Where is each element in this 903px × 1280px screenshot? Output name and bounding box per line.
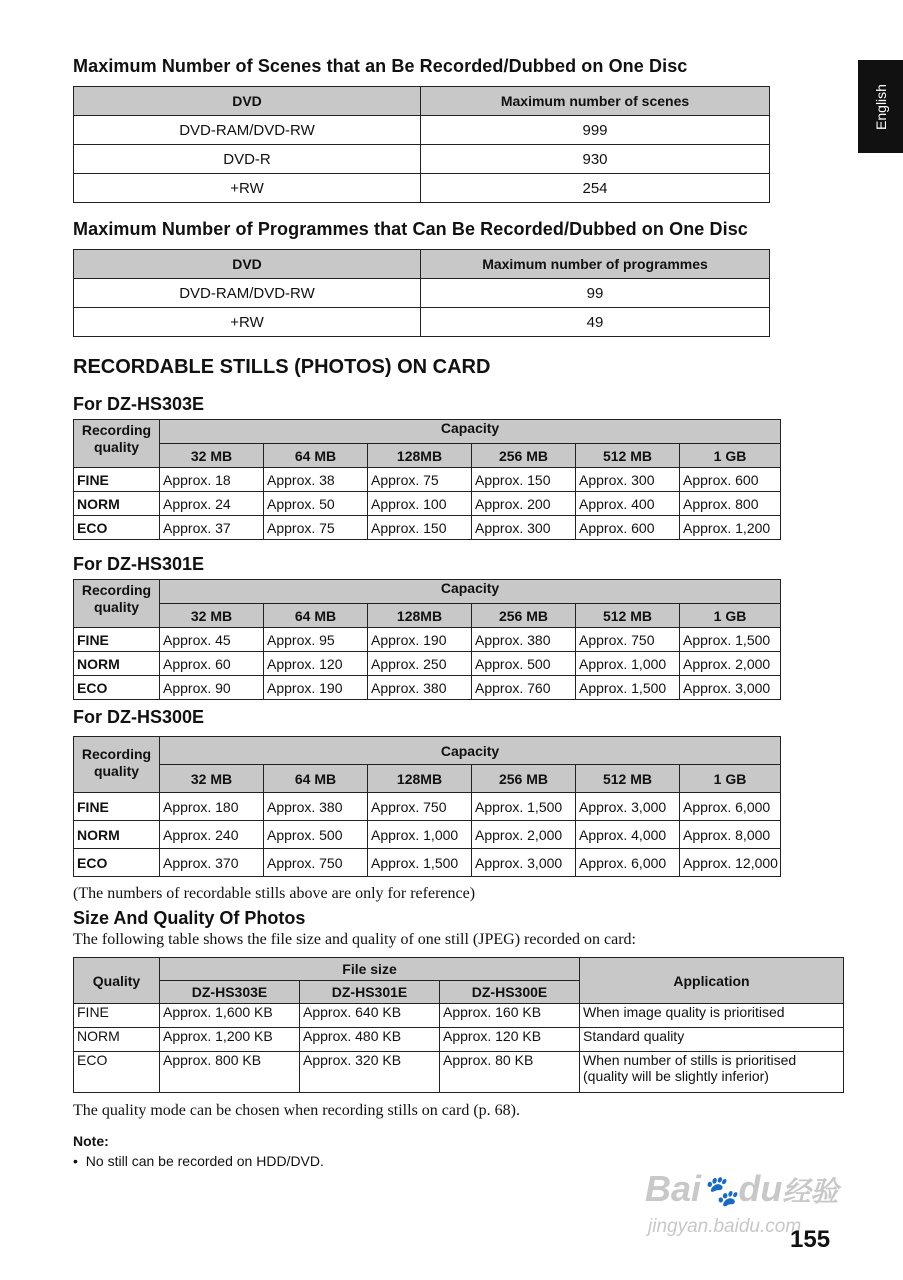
table-row [74,1052,844,1093]
column-header: 64 MB [264,444,368,468]
quality-header: Quality [74,958,160,1004]
size-quality-title: Size And Quality Of Photos [73,908,306,928]
table-cell: Approx. 3,000 [472,849,576,877]
table-cell: Approx. 120 KB [440,1028,580,1052]
column-header: DZ-HS301E [300,981,440,1004]
table-cell: Approx. 1,600 KB [160,1004,300,1028]
table-cell: Approx. 800 KB [160,1052,300,1093]
table-cell: Approx. 1,200 [680,516,781,540]
column-header: Maximum number of scenes [421,87,770,116]
column-header: 128MB [368,604,472,628]
table-cell: Approx. 640 KB [300,1004,440,1028]
table-row [74,628,781,652]
row-label: NORM [74,1028,160,1052]
table-cell: Approx. 3,000 [576,793,680,821]
table-cell: DVD-R [74,145,421,174]
file-size-header: File size [160,958,580,981]
table-header-row [74,250,770,279]
table-cell: Approx. 18 [160,468,264,492]
column-header: 128MB [368,765,472,793]
bullet: • [73,1153,78,1169]
stills-reference-note: (The numbers of recordable stills above are only for reference) [73,885,476,902]
table-cell: Approx. 4,000 [576,821,680,849]
table-header-row [74,420,781,444]
table-cell: Approx. 120 [264,652,368,676]
capacity-row [74,765,781,793]
table-cell: Approx. 80 KB [440,1052,580,1093]
paw-icon: 🐾 [701,1175,739,1208]
table-cell: Approx. 380 [368,676,472,700]
table-cell: Approx. 500 [264,821,368,849]
table-row [74,116,770,145]
table-row [74,676,781,700]
table-header-row [74,87,770,116]
table-cell: Approx. 400 [576,492,680,516]
application-header: Application [580,958,844,1004]
column-header: 512 MB [576,444,680,468]
size-quality-intro: The following table shows the file size and quality of one still (JPEG) recorded on card: [73,931,636,948]
table-cell: Approx. 1,500 [680,628,781,652]
table-cell: Approx. 380 [264,793,368,821]
column-header: DZ-HS303E [160,981,300,1004]
language-tab [858,60,903,153]
watermark-brand: Bai [645,1168,702,1209]
watermark-url: jingyan.baidu.com [648,1216,802,1237]
watermark-du: du [738,1168,783,1209]
table-cell: When image quality is prioritised [580,1004,844,1028]
column-header: DVD [74,250,421,279]
column-header: DVD [74,87,421,116]
table-row [74,1028,844,1052]
table-cell: Approx. 480 KB [300,1028,440,1052]
table-header-row [74,958,844,981]
recording-quality-header: Recording quality [74,737,160,793]
table-cell: Approx. 95 [264,628,368,652]
table-cell: Approx. 600 [576,516,680,540]
table-header-row [74,737,781,765]
row-label: FINE [74,793,160,821]
column-header: 256 MB [472,765,576,793]
table-cell: Approx. 75 [368,468,472,492]
capacity-header: Capacity [160,737,781,765]
table-cell: Approx. 180 [160,793,264,821]
note-item [73,1153,324,1169]
table-cell: Approx. 600 [680,468,781,492]
table-cell: Approx. 370 [160,849,264,877]
table-cell: Approx. 1,500 [472,793,576,821]
table-cell: Approx. 24 [160,492,264,516]
table-cell: DVD-RAM/DVD-RW [74,279,421,308]
table-row [74,652,781,676]
model-heading: For DZ-HS301E [73,554,205,574]
column-header: 32 MB [160,444,264,468]
row-label: FINE [74,468,160,492]
table-row [74,308,770,337]
column-header: 32 MB [160,604,264,628]
table-row [74,492,781,516]
column-header: 64 MB [264,604,368,628]
table-cell: Approx. 1,500 [368,849,472,877]
table-cell: 254 [421,174,770,203]
table-cell: +RW [74,308,421,337]
capacity-header: Capacity [160,580,781,604]
capacity-header: Capacity [160,420,781,444]
table-cell: Approx. 750 [576,628,680,652]
table-cell: Approx. 800 [680,492,781,516]
stills-heading: RECORDABLE STILLS (PHOTOS) ON CARD [73,356,491,378]
column-header: 1 GB [680,604,781,628]
watermark-cn: 经验 [782,1176,839,1207]
row-label: ECO [74,516,160,540]
column-header: Maximum number of programmes [421,250,770,279]
row-label: ECO [74,849,160,877]
row-label: FINE [74,1004,160,1028]
table-header-row [74,580,781,604]
note-label: Note: [73,1133,109,1149]
stills-table-hs301e [73,579,781,700]
table-cell: Approx. 750 [368,793,472,821]
table-cell: Approx. 150 [368,516,472,540]
table-row [74,174,770,203]
table-cell: Approx. 500 [472,652,576,676]
table-cell: DVD-RAM/DVD-RW [74,116,421,145]
table-cell: Approx. 90 [160,676,264,700]
row-label: ECO [74,676,160,700]
capacity-row [74,444,781,468]
programmes-table [73,249,770,337]
quality-mode-text: The quality mode can be chosen when recording stills on card (p. 68). [73,1102,520,1119]
scenes-title: Maximum Number of Scenes that an Be Recorded/Dubbed on One Disc [73,56,688,76]
column-header: 1 GB [680,444,781,468]
table-cell: Approx. 100 [368,492,472,516]
table-cell: When number of stills is prioritised (quality will be slightly inferior) [580,1052,844,1093]
table-cell: Approx. 60 [160,652,264,676]
table-cell: +RW [74,174,421,203]
table-row [74,279,770,308]
table-cell: Approx. 750 [264,849,368,877]
table-cell: Approx. 760 [472,676,576,700]
table-cell: Approx. 150 [472,468,576,492]
table-row [74,821,781,849]
table-cell: Approx. 190 [368,628,472,652]
scenes-table [73,86,770,203]
note-text: No still can be recorded on HDD/DVD. [85,1153,324,1169]
table-row [74,468,781,492]
capacity-row [74,604,781,628]
table-row [74,1004,844,1028]
programmes-title: Maximum Number of Programmes that Can Be Recorded/Dubbed on One Disc [73,219,748,239]
table-cell: Approx. 240 [160,821,264,849]
size-quality-table [73,957,844,1093]
table-cell: Standard quality [580,1028,844,1052]
table-cell: Approx. 37 [160,516,264,540]
column-header: 128MB [368,444,472,468]
table-cell: Approx. 200 [472,492,576,516]
table-row [74,793,781,821]
table-cell: Approx. 12,000 [680,849,781,877]
table-cell: Approx. 75 [264,516,368,540]
table-cell: Approx. 2,000 [472,821,576,849]
row-label: NORM [74,652,160,676]
row-label: NORM [74,492,160,516]
recording-quality-header: Recording quality [74,580,160,628]
table-cell: Approx. 45 [160,628,264,652]
column-header: 1 GB [680,765,781,793]
table-row [74,516,781,540]
column-header: DZ-HS300E [440,981,580,1004]
table-cell: Approx. 1,000 [368,821,472,849]
table-cell: Approx. 320 KB [300,1052,440,1093]
watermark-logo [645,1168,838,1210]
table-row [74,145,770,174]
table-cell: Approx. 2,000 [680,652,781,676]
table-cell: Approx. 190 [264,676,368,700]
table-cell: Approx. 8,000 [680,821,781,849]
table-cell: Approx. 6,000 [680,793,781,821]
row-label: NORM [74,821,160,849]
table-cell: 999 [421,116,770,145]
table-cell: Approx. 1,500 [576,676,680,700]
model-heading: For DZ-HS303E [73,394,205,414]
column-header: 32 MB [160,765,264,793]
table-cell: 930 [421,145,770,174]
table-cell: Approx. 1,200 KB [160,1028,300,1052]
row-label: ECO [74,1052,160,1093]
stills-table-hs303e [73,419,781,540]
table-cell: Approx. 6,000 [576,849,680,877]
recording-quality-header: Recording quality [74,420,160,468]
table-row [74,849,781,877]
table-cell: Approx. 1,000 [576,652,680,676]
table-cell: Approx. 380 [472,628,576,652]
column-header: 512 MB [576,604,680,628]
table-cell: Approx. 300 [472,516,576,540]
language-tab-label: English [872,83,889,130]
row-label: FINE [74,628,160,652]
column-header: 256 MB [472,604,576,628]
stills-table-hs300e [73,736,781,877]
table-cell: Approx. 50 [264,492,368,516]
table-cell: 49 [421,308,770,337]
table-cell: 99 [421,279,770,308]
page-number: 155 [790,1226,831,1253]
table-cell: Approx. 3,000 [680,676,781,700]
table-cell: Approx. 38 [264,468,368,492]
table-cell: Approx. 160 KB [440,1004,580,1028]
model-heading: For DZ-HS300E [73,707,205,727]
column-header: 512 MB [576,765,680,793]
column-header: 256 MB [472,444,576,468]
table-cell: Approx. 250 [368,652,472,676]
table-cell: Approx. 300 [576,468,680,492]
column-header: 64 MB [264,765,368,793]
